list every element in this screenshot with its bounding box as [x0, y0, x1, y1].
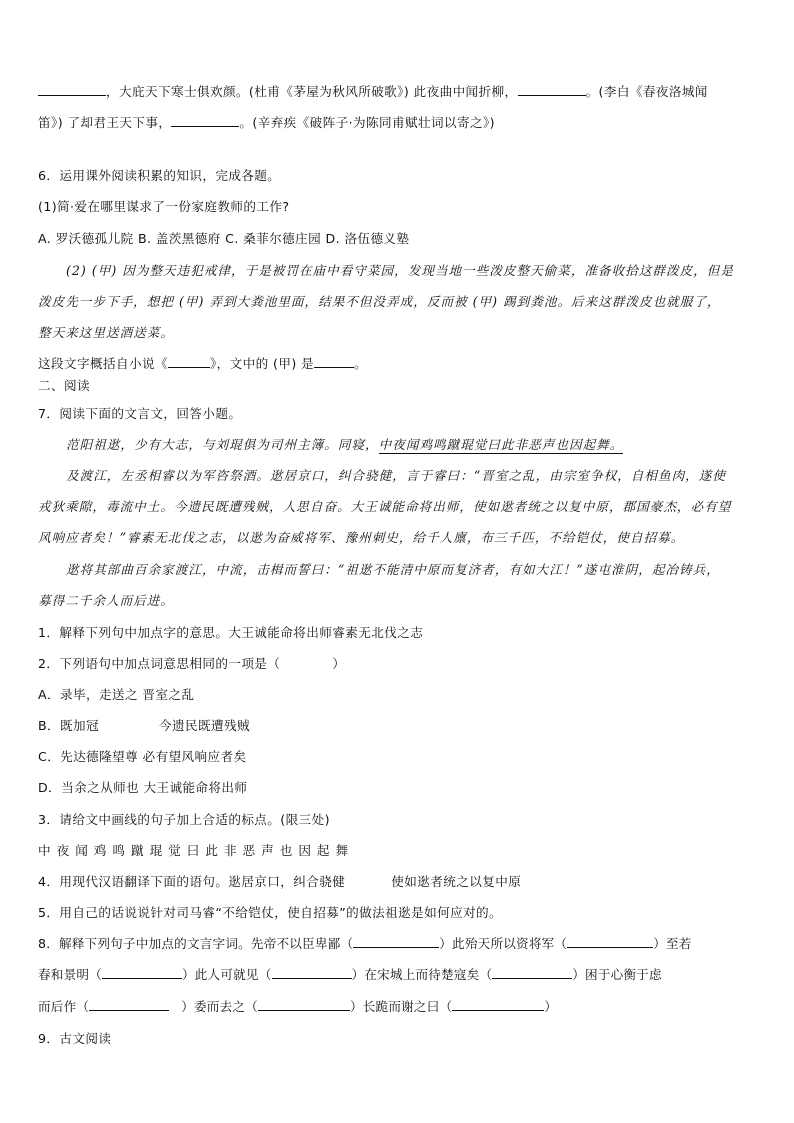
q6-sub1: (1)简·爱在哪里谋求了一份家庭教师的工作? — [38, 199, 290, 214]
q7-sub3-sentence: 中夜闻鸡鸣蹴琨觉曰此非恶声也因起舞 — [38, 843, 355, 858]
q7-text-line: 范阳祖逖，少有大志，与刘琨俱为司州主簿。同寝，中夜闻鸡鸣蹴琨觉曰此非恶声也因起舞。 — [66, 437, 624, 452]
fill-line-1: ，大庇天下寒士俱欢颜。(杜甫《茅屋为秋风所破歌》) 此夜曲中闻折柳， 。(李白《春夜洛城闻 — [38, 84, 708, 100]
answer-blank[interactable] — [258, 999, 350, 1011]
answer-blank[interactable] — [492, 967, 572, 979]
answer-blank[interactable] — [89, 999, 169, 1011]
underlined-sentence: 中夜闻鸡鸣蹴琨觉曰此非恶声也因起舞。 — [378, 437, 624, 452]
q7-sub4: 4．用现代汉语翻译下面的语句。逖居京口，纠合骁健 使如逖者统之以复中原 — [38, 874, 522, 889]
answer-blank[interactable] — [168, 356, 210, 368]
q7-text-line: 逖将其部曲百余家渡江，中流，击楫而誓曰：“祖逖不能清中原而复济者，有如大江！”遂屯淮阴，起冶铸兵， — [66, 562, 720, 577]
q6-passage-line: (2) (甲) 因为整天违犯戒律，于是被罚在庙中看守菜园，发现当地一些泼皮整天偷菜，准备收拾这群泼皮，但是 — [66, 263, 734, 278]
q6-passage-line: 泼皮先一步下手，想把 (甲) 弄到大粪池里面，结果不但没弄成，反而被 (甲) 踢到粪池。后来这群泼皮也就服了， — [38, 294, 721, 309]
q7-sub1: 1．解释下列句中加点字的意思。大王诚能命将出师睿素无北伐之志 — [38, 625, 424, 640]
q7-text-line: 募得二千余人而后进。 — [38, 593, 174, 608]
q7-text-line: 风响应者矣！”睿素无北伐之志，以逖为奋威将军、豫州刺史，给千人廪，布三千匹，不给铠仗，使自招募。 — [38, 530, 685, 545]
answer-blank[interactable] — [171, 115, 239, 127]
answer-blank[interactable] — [314, 356, 354, 368]
q8-line: 春和景明（ ）此人可就见（ ）在宋城上而待楚寇矣（ ）困于心衡于虑 — [38, 967, 662, 982]
q7-sub2: 2．下列语句中加点词意思相同的一项是（ ） — [38, 656, 346, 671]
q6-options: A. 罗沃德孤儿院 B. 盖茨黑德府 C. 桑菲尔德庄园 D. 洛伍德义塾 — [38, 231, 410, 246]
answer-blank[interactable] — [353, 936, 439, 948]
q7-sub3: 3．请给文中画线的句子加上合适的标点。(限三处) — [38, 812, 330, 827]
q9-title: 9．古文阅读 — [38, 1031, 112, 1046]
q8-line: 而后作（ ）委而去之（ ）长跪而谢之曰（ ） — [38, 999, 558, 1014]
q6-question: 这段文字概括自小说《 》，文中的 (甲) 是 。 — [38, 356, 368, 371]
option-b: B．既加冠 今遗民既遭残贼 — [38, 718, 250, 733]
q7-text-line: 戎狄乘隙，毒流中土。今遗民既遭残贼，人思自奋。大王诚能命将出师，使如逖者统之以复中原，郡国豪杰，必有望 — [38, 499, 732, 514]
q7-sub5: 5．用自己的话说说针对司马睿“不给铠仗，使自招募”的做法祖逖是如何应对的。 — [38, 905, 503, 920]
answer-blank[interactable] — [38, 84, 106, 96]
section-heading: 二、阅读 — [38, 378, 90, 393]
q6-passage-line: 整天来这里送酒送菜。 — [38, 325, 174, 340]
answer-blank[interactable] — [567, 936, 653, 948]
q6-title: 6．运用课外阅读积累的知识，完成各题。 — [38, 168, 281, 183]
answer-blank[interactable] — [452, 999, 544, 1011]
answer-blank[interactable] — [518, 84, 586, 96]
answer-blank[interactable] — [272, 967, 352, 979]
option-c: C．先达德隆望尊 必有望风响应者矣 — [38, 749, 247, 764]
q7-title: 7．阅读下面的文言文，回答小题。 — [38, 406, 242, 421]
option-a: A．录毕，走送之 晋室之乱 — [38, 687, 195, 702]
q8-line: 8．解释下列句子中加点的文言字词。先帝不以臣卑鄙（ ）此殆天所以资将军（ ）至若 — [38, 936, 692, 951]
q7-text-line: 及渡江，左丞相睿以为军咨祭酒。逖居京口，纠合骁健，言于睿曰：“晋室之乱，由宗室争权，自相鱼肉，遂使 — [66, 468, 726, 483]
answer-blank[interactable] — [102, 967, 182, 979]
fill-line-2: 笛》) 了却君王天下事， 。(辛弃疾《破阵子·为陈同甫赋壮词以寄之》) — [38, 115, 495, 130]
option-d: D．当余之从师也 大王诚能命将出师 — [38, 780, 248, 795]
